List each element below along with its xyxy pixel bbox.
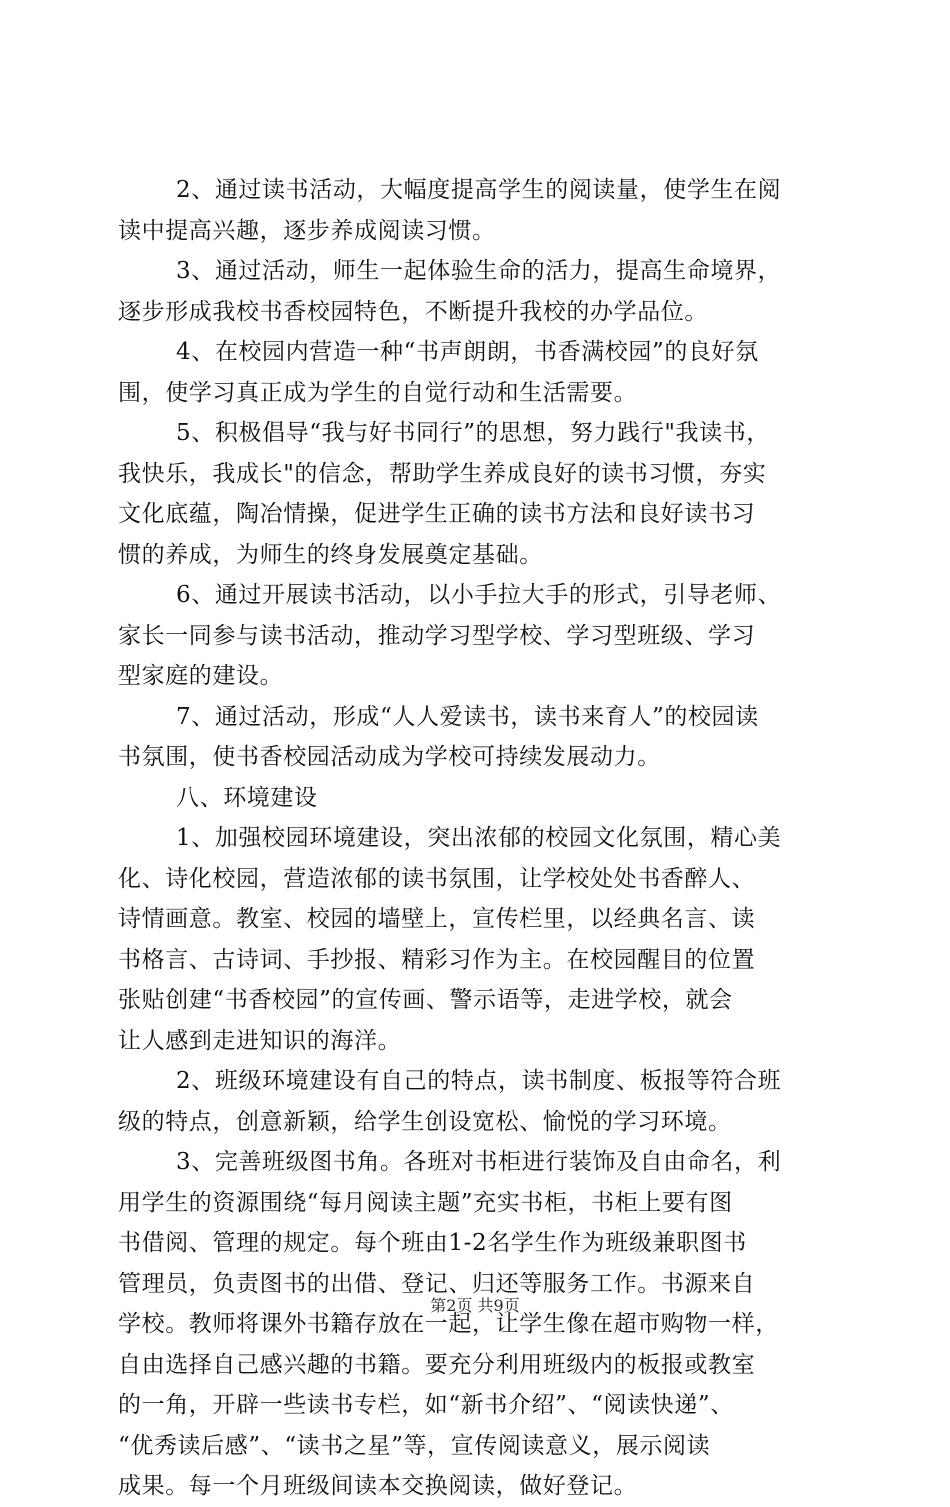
paragraph-first-line: 7、通过活动，形成“人人爱读书，读书来育人”的校园读 [176,703,759,730]
paragraph-line: 惯的养成，为师生的终身发展奠定基础。 [118,541,543,568]
paragraph-line: 书借阅、管理的规定。每个班由1-2名学生作为班级兼职图书 [118,1230,747,1256]
paragraph-first-line: 6、通过开展读书活动，以小手拉大手的形式，引导老师、 [176,582,782,608]
paragraph-line: 我快乐，我成长"的信念，帮助学生养成良好的读书习惯，夯实 [118,460,767,487]
paragraph-line: 文化底蕴，陶冶情操，促进学生正确的读书方法和良好读书习 [118,501,756,527]
paragraph-line: “优秀读后感”、“读书之星”等，宣传阅读意义，展示阅读 [118,1432,711,1459]
paragraph-first-line: 2、班级环境建设有自己的特点，读书制度、板报等符合班 [176,1068,782,1094]
paragraph-line: 围，使学习真正成为学生的自觉行动和生活需要。 [118,379,638,406]
paragraph-first-line: 4、在校园内营造一种“书声朗朗，书香满校园”的良好氛 [176,339,759,365]
paragraph-line: 读中提高兴趣，逐步养成阅读习惯。 [118,217,496,244]
paragraph-first-line: 5、积极倡导“我与好书同行”的思想，努力践行"我读书， [176,420,770,446]
paragraph-line: 用学生的资源围绕“每月阅读主题”充实书柜，书柜上要有图 [118,1189,733,1216]
paragraph-line: 自由选择自己感兴趣的书籍。要充分利用班级内的板报或教室 [118,1351,756,1378]
paragraph-line: 家长一同参与读书活动，推动学习型学校、学习型班级、学习 [118,622,756,649]
page-footer: 第2页 共9页 [430,1296,520,1315]
paragraph-first-line: 3、完善班级图书角。各班对书柜进行装饰及自由命名，利 [176,1149,782,1175]
paragraph-line: 的一角，开辟一些读书专栏，如“新书介绍”、“阅读快递”、 [118,1392,734,1418]
paragraph-line: 张贴创建“书香校园”的宣传画、警示语等，走进学校，就会 [118,987,733,1013]
paragraph-first-line: 八、环境建设 [176,784,318,811]
paragraph-first-line: 3、通过活动，师生一起体验生命的活力，提高生命境界， [176,258,782,284]
paragraph-line: 学校。教师将课外书籍存放在一起，让学生像在超市购物一样， [118,1311,779,1337]
paragraph-line: 型家庭的建设。 [118,663,284,689]
paragraph-line: 成果。每一个月班级间读本交换阅读，做好登记。 [118,1473,638,1499]
paragraph-line: 级的特点，创意新颖，给学生创设宽松、愉悦的学习环境。 [118,1108,732,1135]
paragraph-line: 逐步形成我校书香校园特色，不断提升我校的办学品位。 [118,298,708,325]
paragraph-first-line: 2、通过读书活动，大幅度提高学生的阅读量，使学生在阅 [176,177,782,203]
paragraph-line: 书格言、古诗词、手抄报、精彩习作为主。在校园醒目的位置 [118,946,756,973]
paragraph-line: 书氛围，使书香校园活动成为学校可持续发展动力。 [118,744,661,770]
paragraph-line: 管理员，负责图书的出借、登记、归还等服务工作。书源来自 [118,1270,756,1297]
paragraph-line: 让人感到走进知识的海洋。 [118,1027,402,1054]
paragraph-line: 诗情画意。教室、校园的墙壁上，宣传栏里，以经典名言、读 [118,906,756,932]
paragraph-line: 化、诗化校园，营造浓郁的读书氛围，让学校处处书香醉人、 [118,865,756,892]
paragraph-first-line: 1、加强校园环境建设，突出浓郁的校园文化氛围，精心美 [176,825,782,851]
